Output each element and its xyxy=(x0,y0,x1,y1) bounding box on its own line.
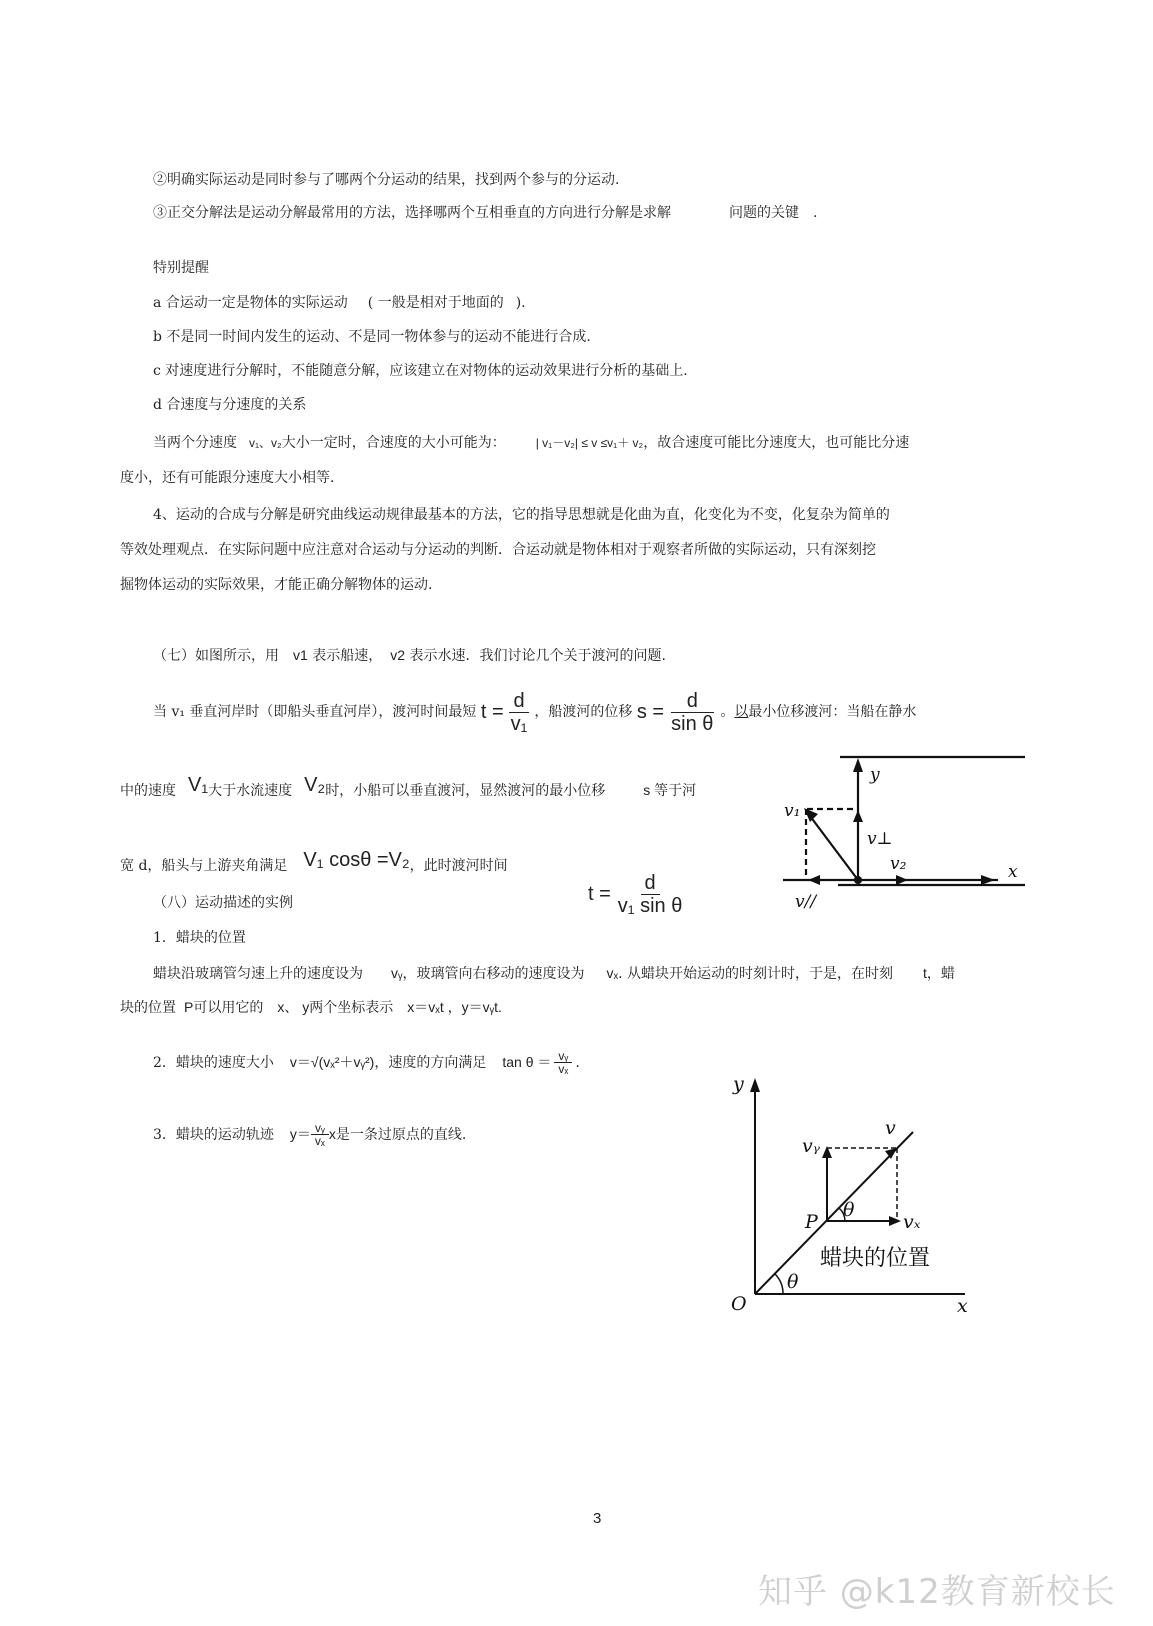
tan-fraction xyxy=(554,1050,572,1077)
text: ). xyxy=(515,295,526,311)
text: a 合运动一定是物体的实际运动 xyxy=(153,295,348,311)
formula-t-min xyxy=(481,686,535,738)
text: 最小位移渡河：当船在静水 xyxy=(748,704,917,720)
math: t xyxy=(923,965,927,981)
denominator: vₓ xyxy=(314,1134,325,1149)
label-vy: vᵧ xyxy=(802,1135,820,1157)
text: ，蜡 xyxy=(926,966,955,982)
text: 表示水速．我们讨论几个关于渡河的问题. xyxy=(409,648,666,664)
label-x: x xyxy=(1008,862,1018,882)
river-crossing-diagram xyxy=(770,752,1040,922)
item-2: 2．蜡块的速度大小 v＝√(vₓ²＋vᵧ²)，速度的方向满足 tan θ ＝ $\frac{\text{vᵧ}}{\text{vₓ}}$ . xyxy=(153,1048,580,1077)
math: v2 xyxy=(390,647,406,663)
section-7-shortest-time xyxy=(153,686,916,738)
reminder-b: b 不是同一时间内发生的运动、不是同一物体参与的运动不能进行合成. xyxy=(153,329,591,345)
paragraph-point-2: ②明确实际运动是同时参与了哪两个分运动的结果，找到两个参与的分运动. xyxy=(153,172,620,188)
text: ，船渡河的位移 xyxy=(534,704,633,720)
formula xyxy=(588,870,689,918)
velocity-relation-line-2: 度小，还有可能跟分速度大小相等. xyxy=(120,470,335,486)
math: vₓ xyxy=(606,965,619,981)
item-1-title: 1．蜡块的位置 xyxy=(153,930,246,946)
text: . 从蜡块开始运动的时刻计时，于是，在时刻 xyxy=(618,966,893,982)
math: v1 xyxy=(293,647,308,663)
reminder-a xyxy=(153,293,526,313)
math: P xyxy=(184,999,194,1015)
math-inequality: | v₁－v₂| ≤ v ≤v₁＋ v₂ xyxy=(535,436,644,450)
label-theta-O: θ xyxy=(787,1271,799,1293)
label-y: y xyxy=(870,765,880,785)
text: 是一条过原点的直线. xyxy=(335,1127,467,1143)
math: x xyxy=(328,1126,336,1142)
text: . xyxy=(813,205,818,221)
label-v1: v₁ xyxy=(784,801,801,821)
text: 2．蜡块的速度大小 xyxy=(153,1055,274,1071)
paragraph-4-line-2: 等效处理观点．在实际问题中应注意对合运动与分运动的判断．合运动就是物体相对于观察者所做的实际运动，只有深刻挖 xyxy=(120,542,876,558)
numerator: d xyxy=(671,691,714,713)
velocity-relation-line-1 xyxy=(153,433,909,453)
label-y: y xyxy=(733,1073,744,1095)
text: 当 v₁ 垂直河岸时（即船头垂直河岸） xyxy=(153,704,379,720)
math: x、 y xyxy=(277,999,310,1015)
label-vx: vₓ xyxy=(903,1211,921,1233)
label-v-perp: v⊥ xyxy=(867,829,893,849)
reminder-c: c 对速度进行分解时，不能随意分解，应该建立在对物体的运动效果进行分析的基础上. xyxy=(153,363,688,379)
text: 时，小船可以垂直渡河，显然渡河的最小位移 xyxy=(325,783,606,799)
text: 蜡块沿玻璃管匀速上升的速度设为 xyxy=(153,966,363,982)
paragraph-point-3 xyxy=(153,203,817,223)
section-7-angle-condition xyxy=(120,850,508,876)
reminder-d: d 合速度与分速度的关系 xyxy=(153,397,307,413)
denominator: vₓ xyxy=(558,1062,569,1077)
text: ，速度的方向满足 xyxy=(374,1055,487,1071)
label-v: v xyxy=(885,1117,896,1139)
watermark: 知乎 @k12教育新校长 xyxy=(758,1572,1116,1612)
text: 可以用它的 xyxy=(193,1000,264,1016)
text: ，玻璃管向右移动的速度设为 xyxy=(402,966,585,982)
math-equation: x＝vₓt ，y＝vᵧt. xyxy=(407,999,502,1015)
text: 宽 d，船头与上游夹角满足 xyxy=(120,858,288,874)
math: vᵧ xyxy=(391,965,403,981)
label-P: P xyxy=(805,1211,818,1233)
label-v-parallel: v// xyxy=(795,892,817,912)
denominator: v₁ sin θ xyxy=(617,894,683,917)
math-cos-equation: V₁ cosθ =V₂ xyxy=(303,849,410,871)
text: s 等于河 xyxy=(643,782,697,798)
text: 中的速度 xyxy=(120,783,176,799)
text: ，此时渡河时间 xyxy=(409,858,508,874)
denominator: sin θ xyxy=(671,712,714,735)
text: 当两个分速度 xyxy=(153,435,237,451)
label-v2: v₂ xyxy=(890,854,907,874)
math: v₁、v₂ xyxy=(249,436,282,450)
item-1-body-line-2 xyxy=(120,997,502,1018)
math-v1: V₁ xyxy=(188,774,209,796)
text: 大于水流速度 xyxy=(208,783,293,799)
section-7-intro xyxy=(153,645,666,666)
text: 。 xyxy=(720,704,735,720)
label-x: x xyxy=(957,1295,968,1317)
diagram-caption: 蜡块的位置 xyxy=(820,1246,931,1271)
trajectory-fraction xyxy=(311,1122,329,1149)
text: ③正交分解法是运动分解最常用的方法，选择哪两个互相垂直的方向进行分解是求解 xyxy=(153,205,671,221)
paragraph-4-line-3: 掘物体运动的实际效果，才能正确分解物体的运动. xyxy=(120,577,433,593)
text: 表示船速， xyxy=(312,648,383,664)
numerator: vᵧ xyxy=(554,1050,572,1064)
lhs: t = xyxy=(480,701,504,723)
section-8-title: （八）运动描述的实例 xyxy=(153,895,293,911)
lhs: t = xyxy=(588,883,611,905)
section-7-min-displacement xyxy=(120,775,696,801)
text: ，渡河时间最短 xyxy=(378,704,477,720)
lhs: s = xyxy=(636,701,665,723)
item-3 xyxy=(153,1112,466,1157)
reminder-heading: 特别提醒 xyxy=(153,260,209,276)
paragraph-4-line-1: 4、运动的合成与分解是研究曲线运动规律最基本的方法，它的指导思想就是化曲为直，化变化为不变，化复杂为简单的 xyxy=(153,507,890,523)
text: 大小一定时，合速度的大小可能为： xyxy=(281,435,506,451)
math: y＝ xyxy=(289,1126,311,1142)
text: 以 xyxy=(734,704,749,720)
text: 问题的关键 xyxy=(729,205,799,221)
formula-t-cross xyxy=(588,870,689,918)
formula-s-displacement xyxy=(637,686,721,738)
text: 3．蜡块的运动轨迹 xyxy=(153,1127,274,1143)
text: ( 一般是相对于地面的 xyxy=(367,295,504,311)
numerator: d xyxy=(509,691,528,713)
text: 两个坐标表示 xyxy=(309,1000,394,1016)
label-O: O xyxy=(731,1293,747,1315)
numerator: d xyxy=(641,873,660,895)
text: ，故合速度可能比分速度大，也可能比分速 xyxy=(643,435,910,451)
page-number: 3 xyxy=(593,1510,602,1527)
math-v2: V₂ xyxy=(304,774,326,796)
label-theta-P: θ xyxy=(843,1199,855,1221)
item-1-body-line-1 xyxy=(153,963,955,984)
math-velocity-magnitude: v＝√(vₓ²＋vᵧ²) xyxy=(289,1054,375,1070)
math-tan: tan θ ＝ xyxy=(502,1054,552,1070)
text: （七）如图所示，用 xyxy=(153,648,279,664)
wax-block-position-diagram xyxy=(725,1068,985,1328)
numerator: vᵧ xyxy=(311,1122,329,1136)
text: 块的位置 xyxy=(120,1000,176,1016)
denominator: v₁ xyxy=(510,712,528,735)
